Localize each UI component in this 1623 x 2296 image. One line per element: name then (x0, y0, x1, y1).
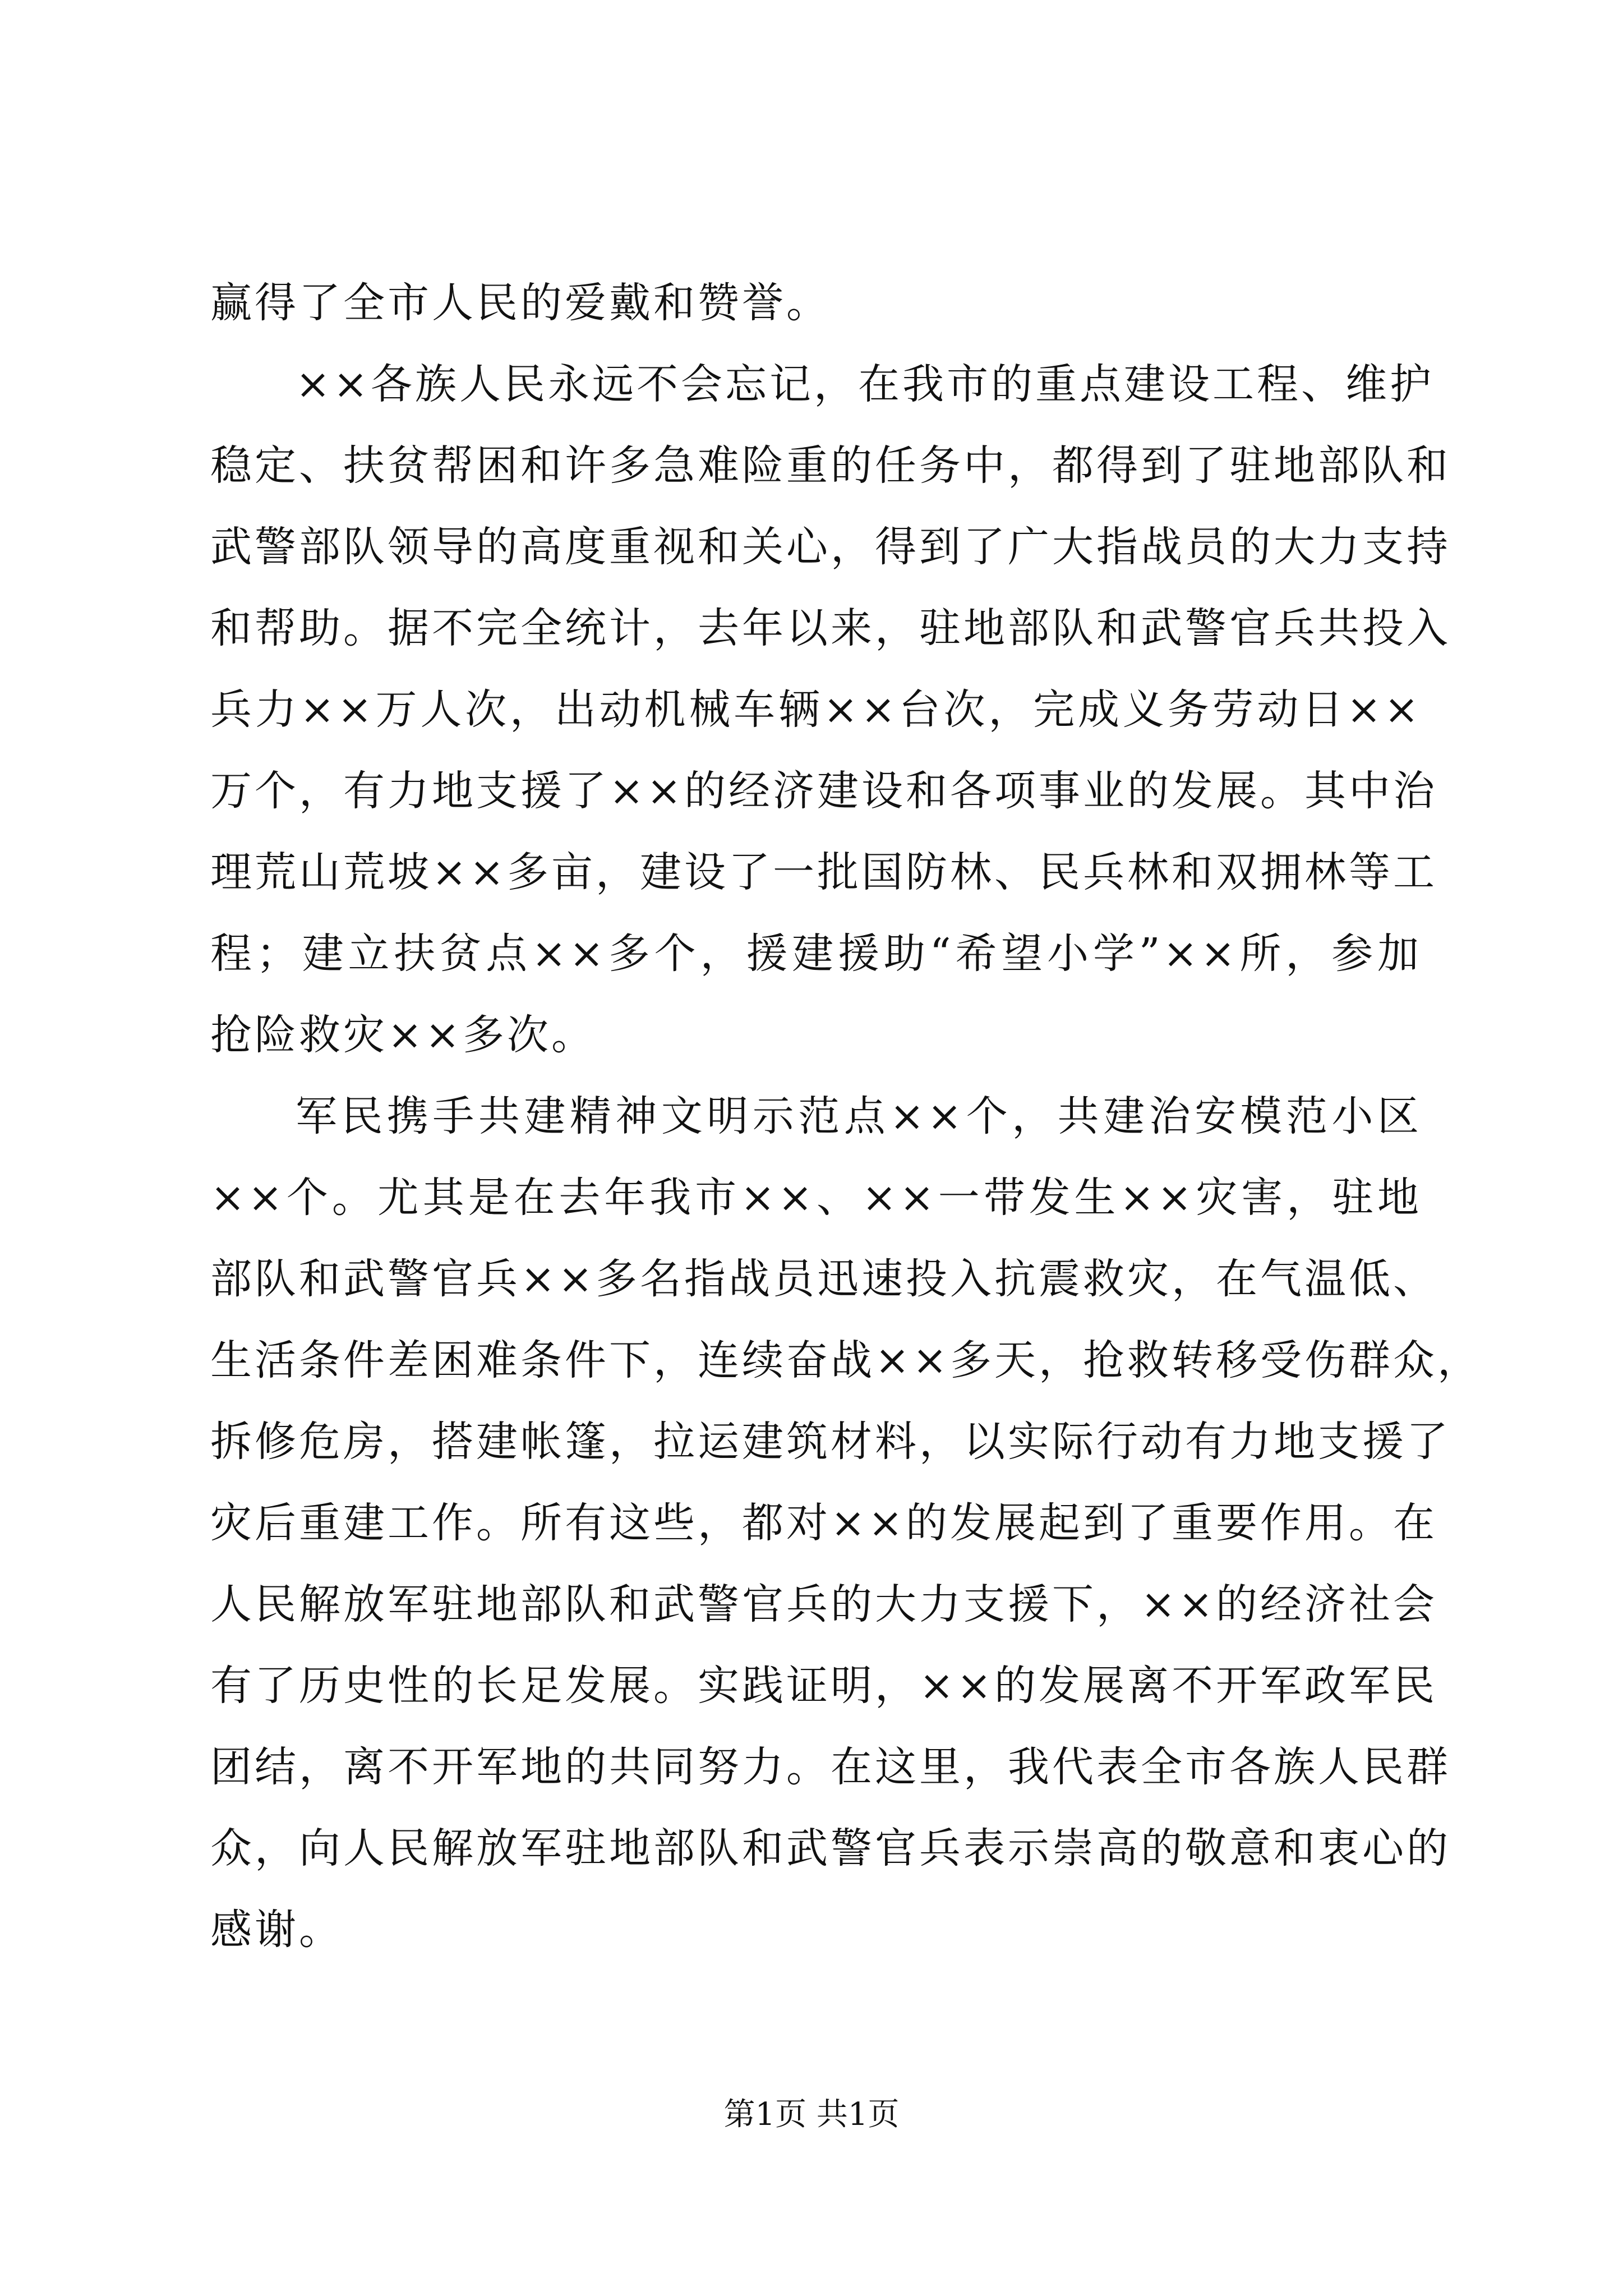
text-line: 众，向人民解放军驻地部队和武警官兵表示崇高的敬意和衷心的 (210, 1824, 1451, 1872)
text-line: 兵力××万人次，出动机械车辆××台次，完成义务劳动日×× (210, 685, 1422, 734)
text-line: 稳定、扶贫帮困和许多急难险重的任务中，都得到了驻地部队和 (210, 441, 1451, 490)
text-line: 武警部队领导的高度重视和关心，得到了广大指战员的大力支持 (210, 523, 1451, 571)
text-line: 抢险救灾××多次。 (210, 1011, 596, 1059)
text-line: ××个。尤其是在去年我市××、××一带发生××灾害，驻地 (210, 1174, 1422, 1222)
page-number-footer: 第1页 共1页 (723, 2096, 900, 2133)
paragraph-3 (210, 1076, 1482, 1971)
text-line: 和帮助。据不完全统计，去年以来，驻地部队和武警官兵共投入 (210, 604, 1451, 652)
text-line: 理荒山荒坡××多亩，建设了一批国防林、民兵林和双拥林等工 (210, 848, 1438, 896)
paragraph-1 (210, 263, 1422, 344)
text-line: 军民携手共建精神文明示范点××个，共建治安模范小区 (296, 1092, 1422, 1140)
text-line: ××各族人民永远不会忘记，在我市的重点建设工程、维护 (296, 360, 1435, 408)
text-line: 灾后重建工作。所有这些，都对××的发展起到了重要作用。在 (210, 1499, 1438, 1547)
text-line: 团结，离不开军地的共同努力。在这里，我代表全市各族人民群 (210, 1743, 1451, 1791)
text-line: 人民解放军驻地部队和武警官兵的大力支援下，××的经济社会 (210, 1580, 1438, 1628)
text-line: 程；建立扶贫点××多个，援建援助“希望小学”××所，参加 (210, 930, 1422, 978)
text-line: 万个，有力地支援了××的经济建设和各项事业的发展。其中治 (210, 767, 1438, 815)
text-line: 赢得了全市人民的爱戴和赞誉。 (210, 279, 831, 327)
paragraph-2 (210, 344, 1451, 1076)
text-line: 生活条件差困难条件下，连续奋战××多天，抢救转移受伤群众， (210, 1336, 1482, 1384)
text-line: 拆修危房，搭建帐篷，拉运建筑材料，以实际行动有力地支援了 (210, 1418, 1451, 1466)
text-line: 感谢。 (210, 1906, 343, 1954)
text-line: 有了历史性的长足发展。实践证明，××的发展离不开军政军民 (210, 1662, 1438, 1710)
text-line: 部队和武警官兵××多名指战员迅速投入抗震救灾，在气温低、 (210, 1255, 1438, 1303)
body-text (210, 263, 1482, 1971)
